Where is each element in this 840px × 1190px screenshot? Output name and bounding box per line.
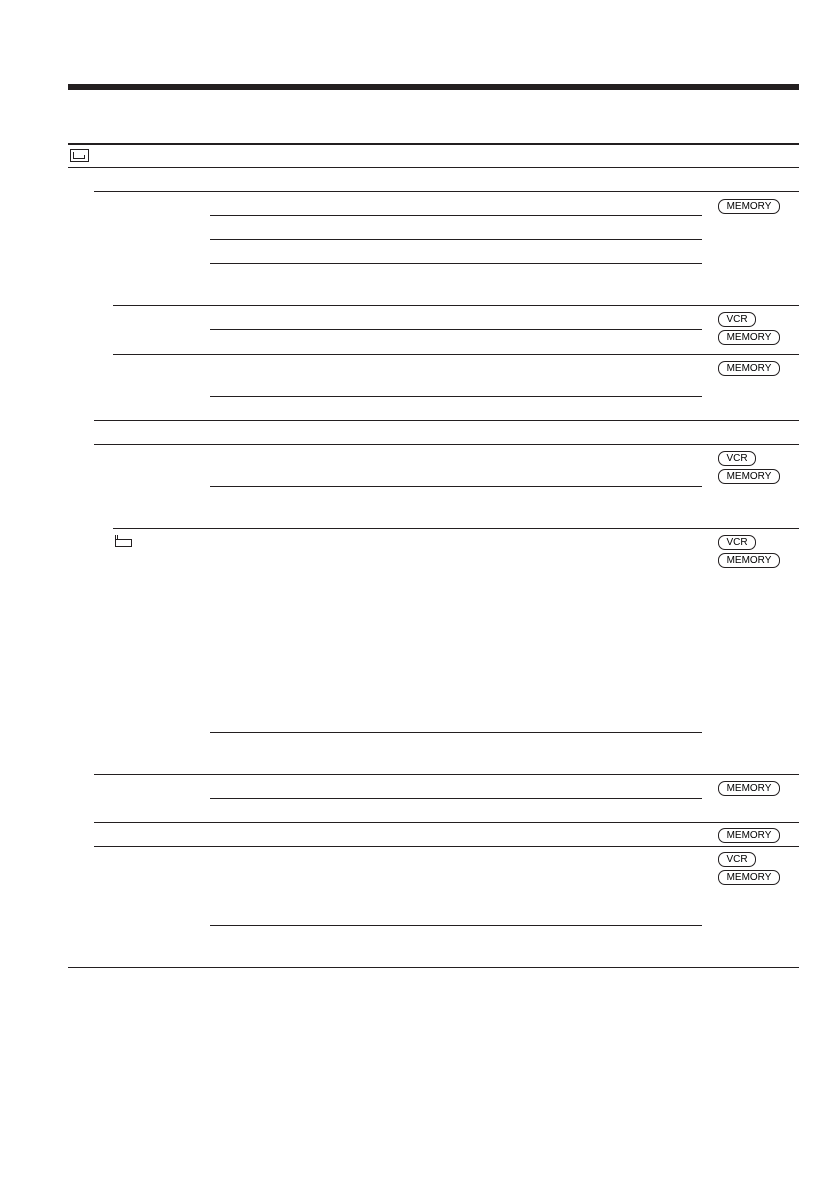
sub-row-rule [210,396,702,397]
memory-badge: MEMORY [718,828,780,843]
table-bottom-rule [68,967,799,968]
memory-badge: MEMORY [718,553,780,568]
row-rule [113,305,799,306]
row-rule [113,528,799,529]
header-bottom-rule [68,167,799,168]
row-rule [94,444,799,445]
sub-row-rule [210,798,702,799]
row-rule [94,191,799,192]
sub-row-rule [210,329,702,330]
memory-tab-icon [70,149,89,162]
sub-row-rule [210,732,702,733]
sub-row-rule [210,486,702,487]
memory-badge: MEMORY [718,781,780,796]
row-rule [94,846,799,847]
row-rule [94,822,799,823]
row-rule [113,354,799,355]
vcr-badge: VCR [718,312,756,327]
memory-badge: MEMORY [718,870,780,885]
vcr-badge: VCR [718,535,756,550]
memory-badge: MEMORY [718,199,780,214]
table-top-rule [68,143,799,145]
vcr-badge: VCR [718,852,756,867]
memory-badge: MEMORY [718,330,780,345]
sub-row-rule [210,215,702,216]
memory-badge: MEMORY [718,361,780,376]
sub-row-rule [210,239,702,240]
tab-icon [115,535,132,547]
top-heading-bar [68,84,799,90]
vcr-badge: VCR [718,451,756,466]
row-rule [94,774,799,775]
memory-badge: MEMORY [718,469,780,484]
sub-row-rule [210,925,702,926]
sub-row-rule [210,263,702,264]
row-rule [94,420,799,421]
